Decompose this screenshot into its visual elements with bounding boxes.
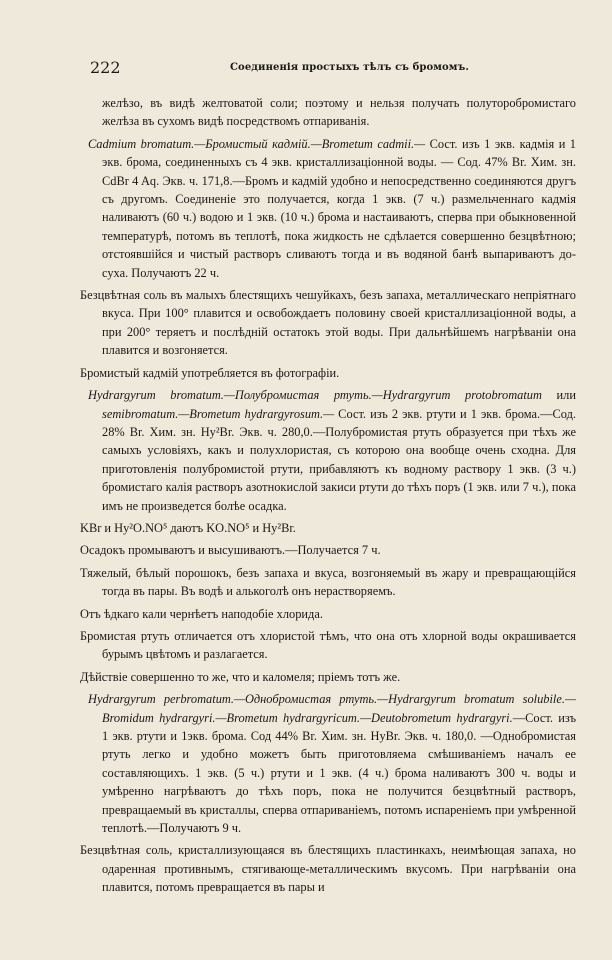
paragraph-text: Осадокъ промываютъ и высушиваютъ.—Получается 7 ч. [80,543,381,558]
paragraph-precipitate [80,541,576,559]
paragraph-text: Тяжелый, бѣлый порошокъ, безъ запаха и вкуса, возгоняемый въ жару и превращающійся тогда въ пары. Въ водѣ и алькоголѣ онъ нерастворяемъ. [80,565,576,599]
paragraph-text: Безцвѣтная соль, кристаллизующаяся въ блестящихъ пластинкахъ, неимѣющая запаха, но одаренная противнымъ, стягивающе-металлическимъ вкусомъ. При нагрѣваніи она плавится, потомъ превращается въ пары и [80,843,576,895]
entry-heading: Cadmium bromatum.—Бромистый кадмій.—Brometum cadmii.— [88,136,426,151]
paragraph-cadmium-bromide [80,135,576,282]
paragraph-text: Дѣйствіе совершенно то же, что и каломеля; пріемъ тотъ же. [80,669,401,684]
paragraph-action [80,668,576,686]
paragraph-cadmium-description [80,286,576,360]
entry-heading-connector: или [541,388,576,403]
paragraph-reaction-equation [80,519,576,537]
paragraph-caustic-potash [80,605,576,623]
paragraph-text: Сост. изъ 2 экв. ртути и 1 экв. брома.—Сод. 28% Вr. Хим. зн. Hy²Br. Экв. ч. 280,0.—Полубромистая ртуть образуется при тѣхъ же самыхъ условіяхъ, какъ и полухлористая, съ которою она вообще очень сходна. Для приготовленія полубромистой ртути, прибавляютъ къ водному раствору 1 экв. (3 ч.) бромистаго калія растворъ азотнокислой закиси ртути до тѣхъ поръ (1 экв. или 7 ч.), пока имъ не произведется болѣе осадка. [102,406,576,513]
paragraph-colorless-salt [80,841,576,896]
paragraph-text: —Сост. изъ 1 экв. ртути и 1экв. брома. Сод 44% Вr. Хим. зн. HyBr. Экв. ч. 180,0. —Однобромистая ртуть легко и удобно можетъ быть приготовляема смѣшиваніемъ началъ ее составляющихъ. 1 экв. (5 ч.) ртути и 1 экв. (4 ч.) брома наливаютъ 300 ч. воды и умѣренно нагрѣваютъ до тѣхъ поръ, пока не получится безцвѣтный растворъ, превращаемый въ кристаллы, сперва отпариваніемъ, потомъ испареніемъ при умѣренной теплотѣ.—Получаютъ 9 ч. [102,710,577,836]
paragraph-text: Безцвѣтная соль въ малыхъ блестящихъ чешуйкахъ, безъ запаха, металлическаго непріятнаго вкуса. При 100° плавится и освобождаетъ половину своей кристаллизаціонной воды, а при 200° теряетъ и послѣдній остатокъ этой воды. При дальнѣйшемъ нагрѣваніи она плавится и возгоняется. [80,288,576,358]
paragraph-text: Отъ ѣдкаго кали чернѣетъ наподобіе хлорида. [80,606,323,621]
paragraph-white-powder [80,564,576,601]
paragraph-cadmium-use [80,364,576,382]
paragraph-text: Сост. изъ 1 экв. кадмія и 1 экв. брома, соединенныхъ съ 4 экв. кристаллизаціонной воды. — Сод. 47% Вr. Хим. зн. CdBr 4 Aq. Экв. ч. 171,8.—Бромъ и кадмій удобно и непосредственно соединяются другъ съ другомъ. Соединеніе это получается, когда 1 экв. (7 ч.) размельченнаго кадмія наливаютъ (60 ч.) водою и 1 экв. (10 ч.) брома и настаиваютъ, сперва при обыкновенной температурѣ, потомъ въ теплотѣ, пока жидкость не сдѣлается совершенно безцвѣтною; отстоявшійся и чистый растворъ сливаютъ тогда и въ водяной банѣ выпариваютъ до-суха. Получаютъ 22 ч. [102,136,576,280]
entry-heading-continued: semibromatum.—Brometum hydrargyrosum.— [102,406,335,421]
paragraph-text: KBr и Hy²O.NO⁵ даютъ KO.NO⁵ и Hy²Br. [80,520,296,535]
running-head: Соединенія простыхъ тѣлъ съ бромомъ. [230,62,469,73]
paragraph-text: Бромистый кадмій употребляется въ фотографіи. [80,365,340,380]
paragraph-distinction [80,627,576,664]
paragraph-iron-continuation [80,94,576,131]
paragraph-mercuric-bromide [80,690,576,837]
page-header [88,58,578,80]
paragraph-text: желѣзо, въ видѣ желтоватой соли; поэтому и нельзя получать полуторобромистаго желѣза въ сухомъ видѣ посредствомъ отпариванія. [102,96,576,129]
page-number: 222 [90,58,121,77]
paragraph-text: Бромистая ртуть отличается отъ хлористой тѣмъ, что она отъ хлорной воды окрашивается бурымъ цвѣтомъ и разлагается. [80,628,576,662]
entry-heading: Hydrargyrum bromatum.—Полубромистая ртуть.—Hydrargyrum protobromatum [88,388,542,403]
body-text [80,94,576,901]
entry-heading: Hydrargyrum perbromatum.—Однобромистая ртуть.—Hydrargyrum bromatum solubile.—Bromidum hydrargyri.—Brometum hydrargyricum.—Deutobrometum hydrargyri. [88,692,576,725]
paragraph-mercurous-bromide [80,386,576,515]
